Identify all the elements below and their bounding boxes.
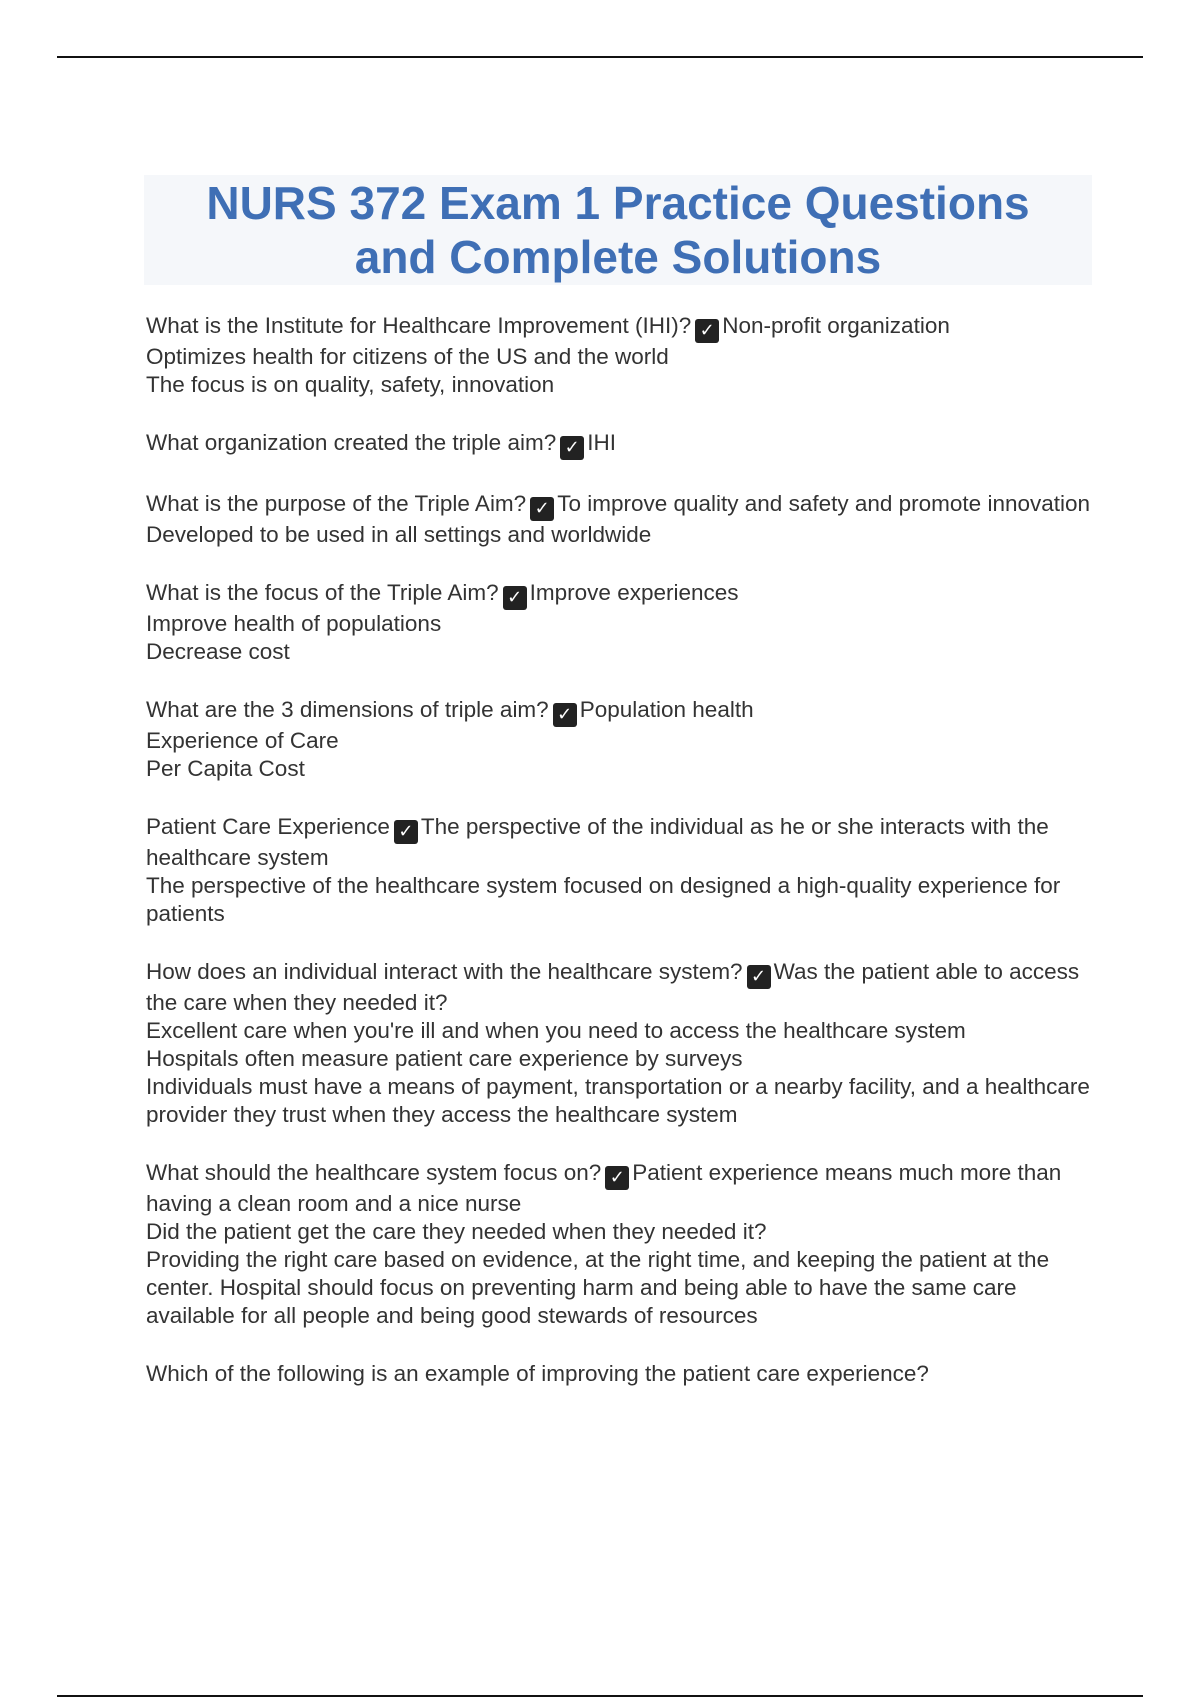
check-icon: ✓ — [747, 965, 771, 989]
qa-item — [146, 1159, 1096, 1330]
bottom-rule — [57, 1695, 1143, 1697]
answer-text: The perspective of the individual as he or she interacts with the healthcare system — [146, 814, 1049, 870]
title-line-1: NURS 372 Exam 1 Practice Questions — [206, 177, 1030, 229]
title-line-2: and Complete Solutions — [354, 231, 882, 283]
question-text: Which of the following is an example of improving the patient care experience? — [146, 1361, 929, 1386]
qa-item — [146, 429, 1096, 460]
question-text: What is the purpose of the Triple Aim? — [146, 491, 527, 516]
check-icon: ✓ — [695, 319, 719, 343]
qa-item — [146, 696, 1096, 783]
answer-text: Experience of Care — [146, 728, 339, 753]
qa-item — [146, 579, 1096, 666]
answer-text: Optimizes health for citizens of the US and the world — [146, 344, 669, 369]
answer-text: Was the patient able to access the care when they needed it? — [146, 959, 1080, 1015]
question-text: What is the Institute for Healthcare Improvement (IHI)? — [146, 313, 692, 338]
answer-text: Improve experiences — [529, 580, 739, 605]
page-title — [206, 176, 1029, 284]
title-banner — [144, 175, 1092, 285]
qa-item — [146, 312, 1096, 399]
answer-text: Excellent care when you're ill and when you need to access the healthcare system — [146, 1018, 966, 1043]
check-icon: ✓ — [530, 497, 554, 521]
check-icon: ✓ — [503, 586, 527, 610]
answer-text: Population health — [579, 697, 754, 722]
answer-text: Did the patient get the care they needed when they needed it? — [146, 1219, 767, 1244]
answer-text: Decrease cost — [146, 639, 290, 664]
question-text: What should the healthcare system focus on? — [146, 1160, 602, 1185]
check-icon: ✓ — [605, 1166, 629, 1190]
answer-text: Hospitals often measure patient care experience by surveys — [146, 1046, 743, 1071]
check-icon: ✓ — [394, 820, 418, 844]
question-text: What are the 3 dimensions of triple aim? — [146, 697, 549, 722]
answer-text: IHI — [587, 430, 616, 455]
answer-text: Developed to be used in all settings and worldwide — [146, 522, 652, 547]
question-text: What organization created the triple aim? — [146, 430, 557, 455]
answer-text: The focus is on quality, safety, innovation — [146, 372, 555, 397]
qa-item — [146, 958, 1096, 1129]
answer-text: Individuals must have a means of payment, transportation or a nearby facility, and a healthcare provider they trust when they access the healthcare system — [146, 1074, 1090, 1127]
qa-item — [146, 490, 1096, 549]
question-text: Patient Care Experience — [146, 814, 390, 839]
qa-list — [146, 312, 1096, 1418]
question-text: How does an individual interact with the healthcare system? — [146, 959, 743, 984]
answer-text: Per Capita Cost — [146, 756, 305, 781]
top-rule — [57, 56, 1143, 58]
answer-text: Providing the right care based on evidence, at the right time, and keeping the patient at the center. Hospital should focus on preventing harm and being able to have the same care available for all people and being good stewards of resources — [146, 1247, 1050, 1328]
check-icon: ✓ — [560, 436, 584, 460]
answer-text: To improve quality and safety and promote innovation — [557, 491, 1091, 516]
answer-text: Patient experience means much more than having a clean room and a nice nurse — [146, 1160, 1062, 1216]
answer-text: The perspective of the healthcare system focused on designed a high-quality experience for patients — [146, 873, 1061, 926]
qa-item — [146, 1360, 1096, 1388]
qa-item — [146, 813, 1096, 928]
check-icon: ✓ — [553, 703, 577, 727]
answer-text: Improve health of populations — [146, 611, 442, 636]
question-text: What is the focus of the Triple Aim? — [146, 580, 499, 605]
answer-text: Non-profit organization — [722, 313, 950, 338]
